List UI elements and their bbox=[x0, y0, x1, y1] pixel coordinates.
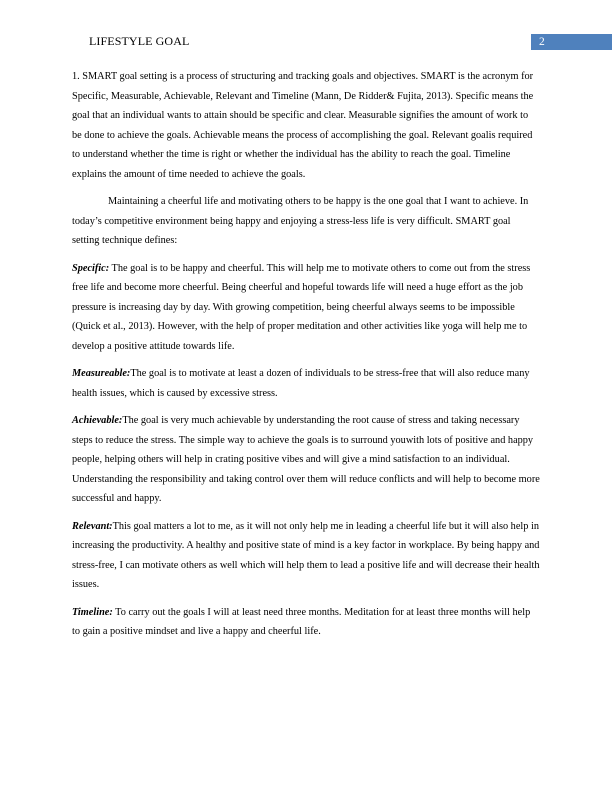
timeline-text: To carry out the goals I will at least need three months. Meditation for at least three months will help to gain a positive mindset and live a happy and cheerful life. bbox=[72, 606, 531, 637]
timeline-label: Timeline: bbox=[72, 606, 113, 618]
paragraph-specific bbox=[72, 259, 540, 357]
relevant-text: This goal matters a lot to me, as it will not only help me in leading a cheerful life but it will also help in increasing the productivity. A healthy and positive state of mind is a key factor in workplace. By being happy and stress-free, I can motivate others as well which will help them to lead a positive life and will decrease their health issues. bbox=[72, 520, 540, 590]
paragraph-goal-intro: Maintaining a cheerful life and motivating others to be happy is the one goal that I want to achieve. In today’s competitive environment being happy and enjoying a stress-less life is very difficult. SMART goal setting technique defines: bbox=[72, 196, 529, 246]
specific-label: Specific: bbox=[72, 262, 110, 274]
running-header-title: LIFESTYLE GOAL bbox=[89, 34, 190, 48]
paragraph-relevant bbox=[72, 517, 540, 595]
page-number-box bbox=[531, 34, 612, 50]
paragraph-smart-definition: 1. SMART goal setting is a process of structuring and tracking goals and objectives. SMART is the acronym for Specific, Measurable, Achievable, Relevant and Timeline (Mann, De Ridder& Fujita, 2013). Specific means the goal that an individual wants to attain should be specific and clear. Measurable signifies the amount of work to be done to achieve the goals. Achievable means the process of accomplishing the goal. Relevant goalis required to understand whether the time is right or whether the individual has the ability to reach the goal. Timeline explains the amount of time needed to achieve the goals. bbox=[72, 71, 534, 180]
specific-text: The goal is to be happy and cheerful. This will help me to motivate others to come out from the stress free life and become more cheerful. Being cheerful and hopeful towards life will need a huge effort as the job pressure is increasing day by day. With growing competition, being cheerful always seems to be impossible (Quick et al., 2013). However, with the help of proper meditation and other activities like yoga will help me to develop a positive attitude towards life. bbox=[72, 262, 531, 352]
paragraph-achievable bbox=[72, 411, 540, 509]
paragraph-measurable bbox=[72, 364, 540, 403]
paragraph-timeline bbox=[72, 603, 540, 642]
achievable-label: Achievable: bbox=[72, 415, 123, 426]
measurable-label: Measureable: bbox=[72, 368, 131, 379]
achievable-text: The goal is very much achievable by understanding the root cause of stress and taking necessary steps to reduce the stress. The simple way to achieve the goals is to surround youwith lots of positive and happy people, helping others will help in crating positive vibes and will give a mind satisfaction to an individual. Understanding the responsibility and taking control over them will reduce conflicts and will help to become more successful and happy. bbox=[72, 415, 540, 504]
relevant-label: Relevant: bbox=[72, 520, 113, 532]
document-body bbox=[72, 67, 540, 650]
measurable-text: The goal is to motivate at least a dozen of individuals to be stress-free that will also reduce many health issues, which is caused by excessive stress. bbox=[72, 368, 530, 399]
page-number: 2 bbox=[539, 36, 545, 48]
